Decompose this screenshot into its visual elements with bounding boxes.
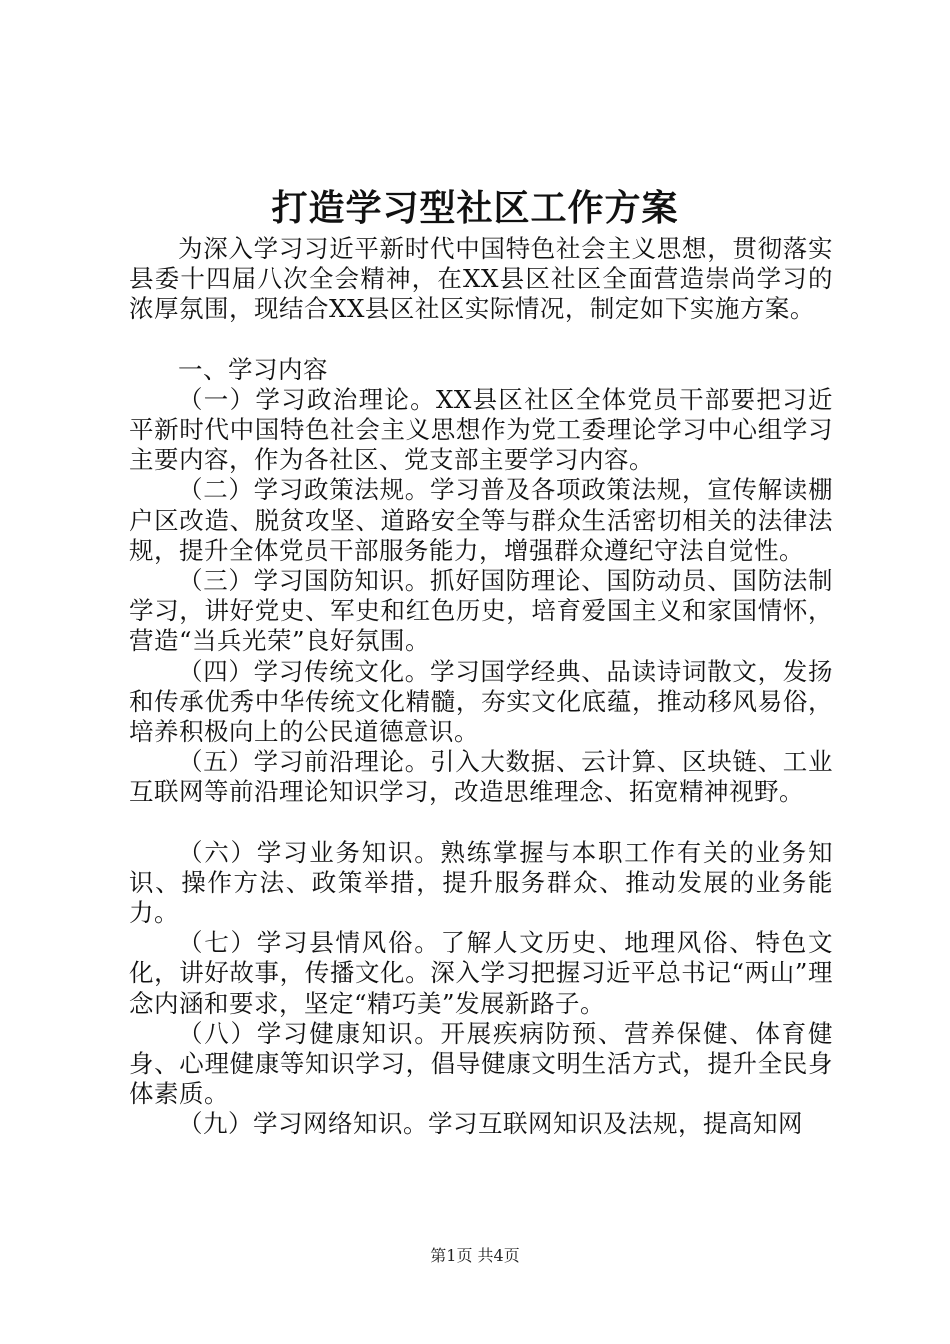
list-item: （一）学习政治理论。XX县区社区全体党员干部要把习近平新时代中国特色社会主义思想作为党工委理论学习中心组学习主要内容，作为各社区、党支部主要学习内容。 bbox=[129, 384, 833, 475]
page-title: 打造学习型社区工作方案 bbox=[271, 187, 679, 229]
list-item: （七）学习县情风俗。了解人文历史、地理风俗、特色文化，讲好故事，传播文化。深入学习把握习近平总书记“两山”理念内涵和要求，坚定“精巧美”发展新路子。 bbox=[129, 928, 833, 1018]
document-body bbox=[129, 234, 833, 1140]
list-item: （二）学习政策法规。学习普及各项政策法规，宣传解读棚户区改造、脱贫攻坚、道路安全等与群众生活密切相关的法律法规，提升全体党员干部服务能力，增强群众遵纪守法自觉性。 bbox=[129, 475, 833, 565]
list-item: （八）学习健康知识。开展疾病防预、营养保健、体育健身、心理健康等知识学习，倡导健康文明生活方式，提升全民身体素质。 bbox=[129, 1018, 833, 1109]
page-footer: 第1页 共4页 bbox=[430, 1246, 520, 1265]
list-item: （四）学习传统文化。学习国学经典、品读诗词散文，发扬和传承优秀中华传统文化精髓，夯实文化底蕴，推动移风易俗，培养积极向上的公民道德意识。 bbox=[129, 656, 833, 747]
list-item: （三）学习国防知识。抓好国防理论、国防动员、国防法制学习，讲好党史、军史和红色历史，培育爱国主义和家国情怀，营造“当兵光荣”良好氛围。 bbox=[129, 566, 833, 656]
section-heading: 一、学习内容 bbox=[178, 354, 328, 384]
list-item: （九）学习网络知识。学习互联网知识及法规，提高知网 bbox=[178, 1109, 803, 1139]
intro-paragraph: 为深入学习习近平新时代中国特色社会主义思想，贯彻落实县委十四届八次全会精神，在XX县区社区全面营造崇尚学习的浓厚氛围，现结合XX县区社区实际情况，制定如下实施方案。 bbox=[129, 234, 833, 324]
list-item: （五）学习前沿理论。引入大数据、云计算、区块链、工业互联网等前沿理论知识学习，改造思维理念、拓宽精神视野。 bbox=[129, 747, 833, 807]
list-item: （六）学习业务知识。熟练掌握与本职工作有关的业务知识、操作方法、政策举措，提升服务群众、推动发展的业务能力。 bbox=[129, 837, 833, 928]
